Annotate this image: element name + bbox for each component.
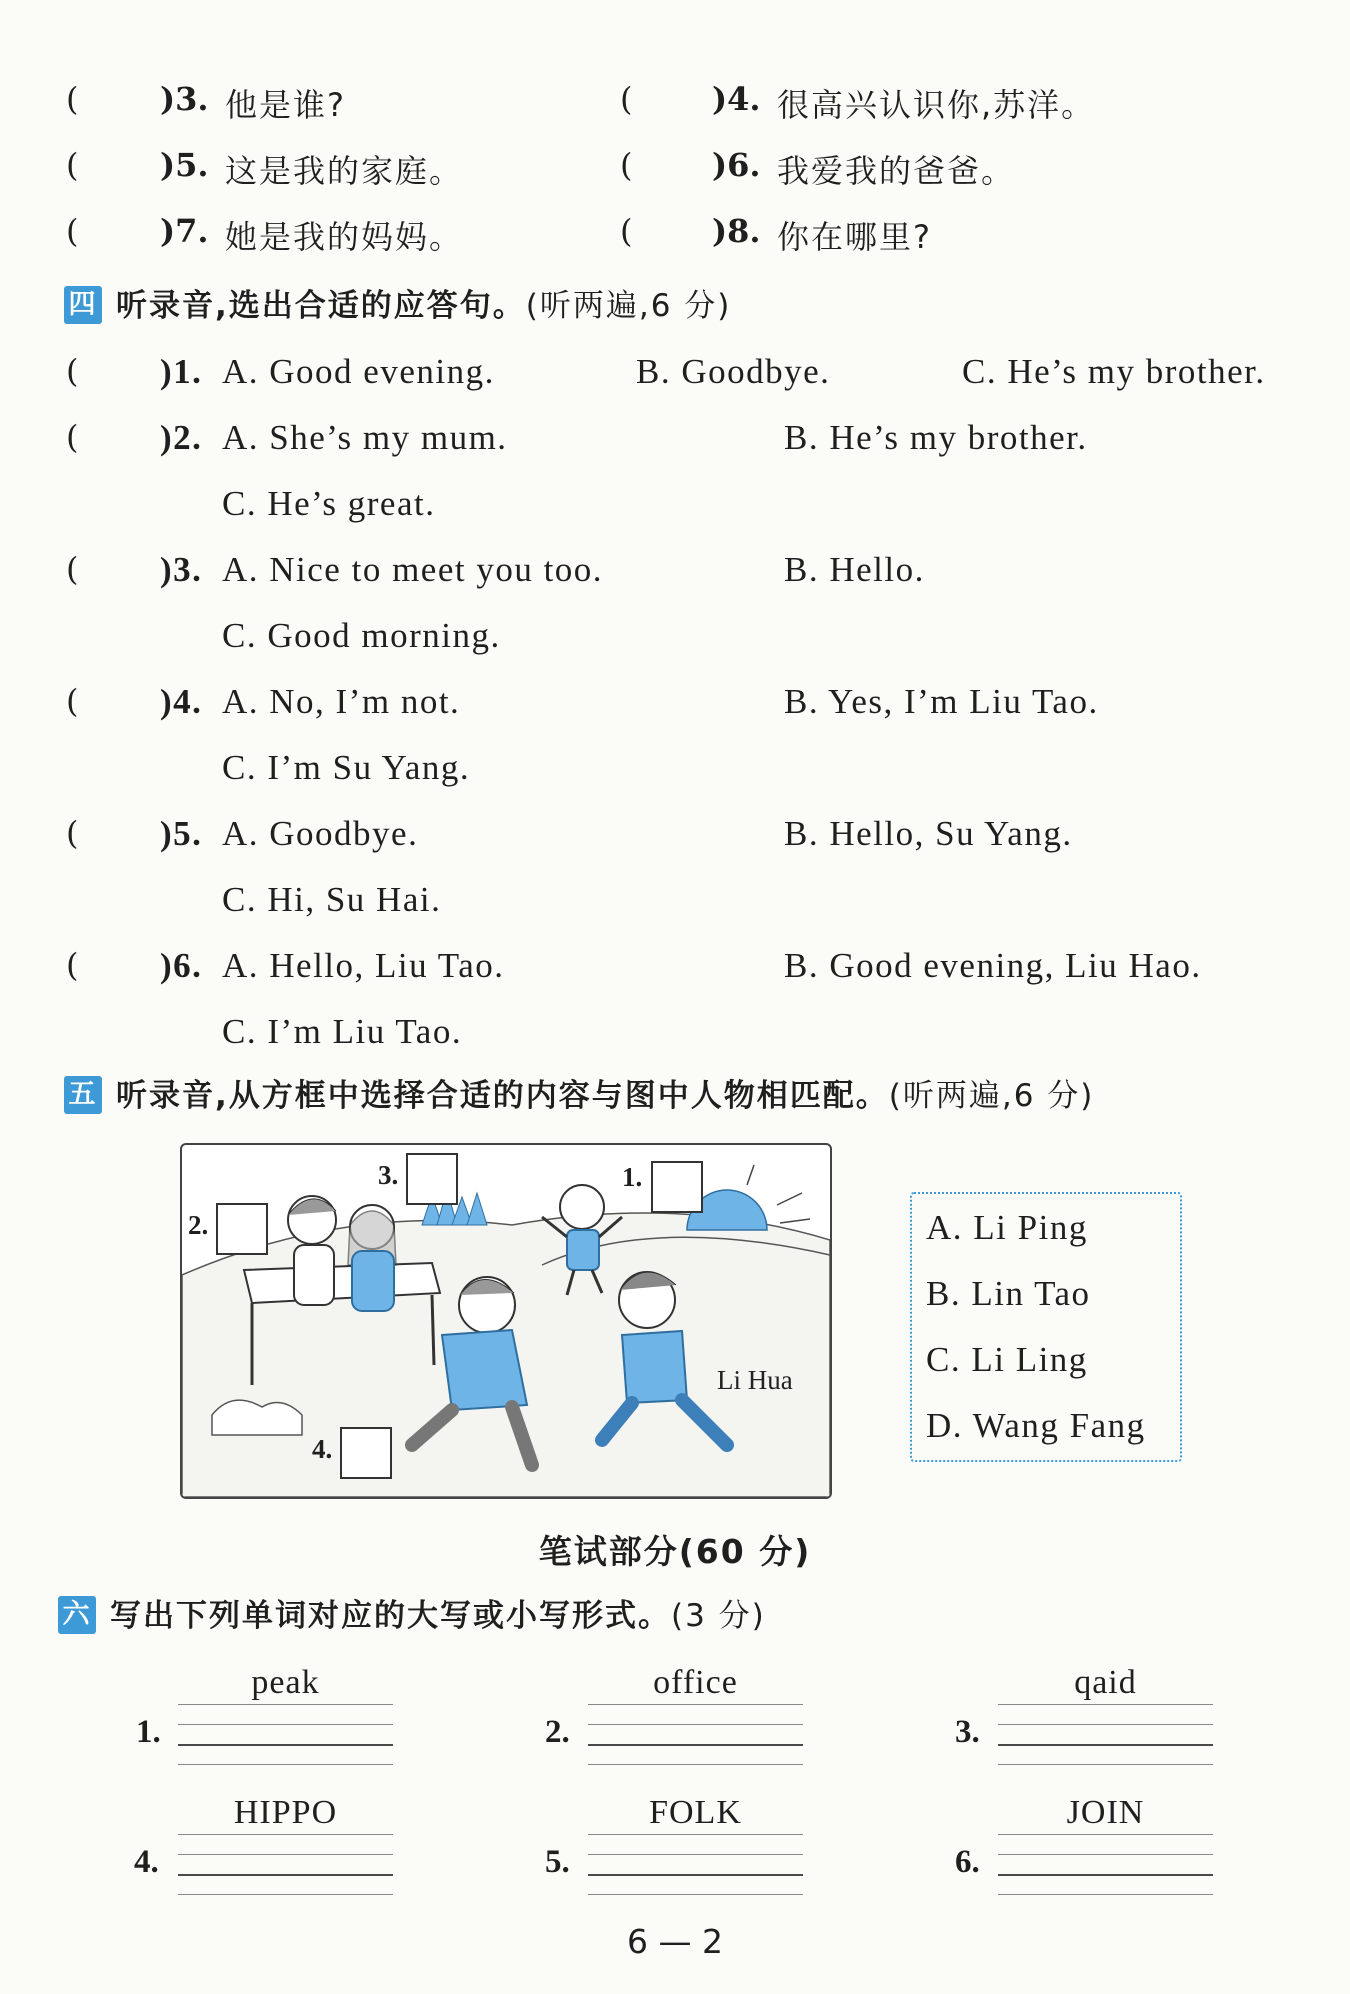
section-badge: 四 <box>64 286 102 324</box>
listening-item-continued <box>0 616 1350 676</box>
option-box <box>910 1192 1182 1462</box>
item-number: )6. <box>160 946 203 985</box>
item-number: )3. <box>160 550 203 589</box>
item-number: )3. <box>160 80 209 118</box>
cn-item-row <box>0 212 1350 272</box>
option-b[interactable]: B. Yes, I’m Liu Tao. <box>784 682 1099 721</box>
writing-line[interactable] <box>178 1854 393 1855</box>
answer-paren[interactable]: ( <box>66 550 79 588</box>
writing-block <box>0 1660 1350 1780</box>
word-line <box>178 1704 393 1705</box>
writing-line[interactable] <box>588 1744 803 1746</box>
item-number: )7. <box>160 212 209 250</box>
section-title-text: 听录音,选出合适的应答句。 <box>116 288 526 324</box>
answer-paren[interactable]: ( <box>66 80 79 118</box>
answer-paren[interactable]: ( <box>620 212 633 250</box>
answer-paren[interactable]: ( <box>66 946 79 984</box>
section-note: (听两遍,6 分) <box>525 288 732 324</box>
box-number: 3. <box>378 1160 399 1190</box>
park-illustration <box>182 1145 830 1497</box>
option-b[interactable]: B. Hello. <box>784 550 925 589</box>
writing-line[interactable] <box>588 1854 803 1855</box>
writing-line[interactable] <box>998 1744 1213 1746</box>
answer-box-4[interactable] <box>340 1427 392 1479</box>
section-title <box>110 1596 766 1636</box>
given-word: office <box>653 1664 738 1701</box>
item-number: 5. <box>545 1844 570 1880</box>
item-text: 这是我的家庭。 <box>225 152 464 190</box>
section-title <box>116 286 731 326</box>
item-text: 她是我的妈妈。 <box>225 218 464 256</box>
given-word: FOLK <box>649 1794 742 1831</box>
option-c[interactable]: C. I’m Su Yang. <box>222 748 471 787</box>
listening-item <box>0 946 1350 1006</box>
answer-paren[interactable]: ( <box>620 146 633 184</box>
written-part-title: 笔试部分(60 分) <box>538 1532 812 1571</box>
writing-line[interactable] <box>178 1724 393 1725</box>
writing-line[interactable] <box>178 1894 393 1895</box>
writing-line[interactable] <box>588 1874 803 1876</box>
item-number: )5. <box>160 814 203 853</box>
listening-item <box>0 682 1350 742</box>
item-number: 3. <box>955 1714 980 1750</box>
writing-line[interactable] <box>998 1764 1213 1765</box>
section-title-text: 听录音,从方框中选择合适的内容与图中人物相匹配。 <box>116 1078 889 1114</box>
section-note: (3 分) <box>671 1598 766 1634</box>
item-number: )4. <box>712 80 761 118</box>
listening-item <box>0 418 1350 478</box>
box-number: 1. <box>622 1162 643 1192</box>
option-c[interactable]: C. He’s my brother. <box>962 352 1266 391</box>
writing-line[interactable] <box>588 1724 803 1725</box>
writing-line[interactable] <box>998 1894 1213 1895</box>
option-b[interactable]: B. Goodbye. <box>636 352 831 391</box>
option-c[interactable]: C. Hi, Su Hai. <box>222 880 442 919</box>
option-b[interactable]: B. Hello, Su Yang. <box>784 814 1073 853</box>
writing-block <box>0 1790 1350 1910</box>
item-number: )6. <box>712 146 761 184</box>
answer-box-1[interactable] <box>651 1161 703 1213</box>
answer-paren[interactable]: ( <box>66 146 79 184</box>
given-word: HIPPO <box>233 1794 338 1831</box>
section-title-text: 写出下列单词对应的大写或小写形式。 <box>110 1598 671 1634</box>
given-word: peak <box>251 1664 320 1701</box>
page-number: 6 — 2 <box>627 1922 723 1961</box>
option-a[interactable]: A. Good evening. <box>222 352 495 391</box>
listening-item <box>0 352 1350 412</box>
cn-item-row <box>0 146 1350 206</box>
word-line <box>998 1704 1213 1705</box>
item-text: 很高兴认识你,苏洋。 <box>777 86 1096 124</box>
option-a[interactable]: A. Hello, Liu Tao. <box>222 946 505 985</box>
option-a[interactable]: A. No, I’m not. <box>222 682 461 721</box>
listening-item <box>0 814 1350 874</box>
option-b[interactable]: B. Good evening, Liu Hao. <box>784 946 1202 985</box>
section-note: (听两遍,6 分) <box>888 1078 1095 1114</box>
item-text: 他是谁? <box>225 86 346 124</box>
item-number: 6. <box>955 1844 980 1880</box>
writing-line[interactable] <box>178 1874 393 1876</box>
item-number: 1. <box>136 1714 161 1750</box>
writing-line[interactable] <box>588 1894 803 1895</box>
item-text: 我爱我的爸爸。 <box>777 152 1016 190</box>
word-line <box>998 1834 1213 1835</box>
writing-line[interactable] <box>588 1764 803 1765</box>
picture-label-li-hua: Li Hua <box>717 1365 793 1395</box>
writing-line[interactable] <box>178 1764 393 1765</box>
item-number: )4. <box>160 682 203 721</box>
section-badge: 六 <box>58 1596 96 1634</box>
section-title <box>116 1076 1094 1116</box>
item-number: )8. <box>712 212 761 250</box>
option-c[interactable]: C. He’s great. <box>222 484 436 523</box>
word-line <box>588 1704 803 1705</box>
writing-line[interactable] <box>178 1744 393 1746</box>
cn-item-row <box>0 80 1350 140</box>
item-number: )2. <box>160 418 203 457</box>
answer-paren[interactable]: ( <box>66 418 79 456</box>
word-line <box>178 1834 393 1835</box>
answer-box-3[interactable] <box>406 1153 458 1205</box>
listening-item-continued <box>0 1012 1350 1072</box>
item-number: )5. <box>160 146 209 184</box>
answer-paren[interactable]: ( <box>66 212 79 250</box>
option-item: B. Lin Tao <box>926 1274 1091 1313</box>
writing-line[interactable] <box>998 1724 1213 1725</box>
option-item: D. Wang Fang <box>926 1406 1146 1445</box>
option-b[interactable]: B. He’s my brother. <box>784 418 1088 457</box>
listening-item-continued <box>0 484 1350 544</box>
given-word: qaid <box>1074 1664 1137 1701</box>
answer-paren[interactable]: ( <box>66 682 79 720</box>
answer-paren[interactable]: ( <box>66 814 79 852</box>
option-a[interactable]: A. She’s my mum. <box>222 418 508 457</box>
writing-line[interactable] <box>998 1874 1213 1876</box>
box-number: 2. <box>188 1210 209 1240</box>
answer-paren[interactable]: ( <box>66 352 79 390</box>
option-item: C. Li Ling <box>926 1340 1088 1379</box>
box-number: 4. <box>312 1434 333 1464</box>
listening-item <box>0 550 1350 610</box>
option-c[interactable]: C. Good morning. <box>222 616 501 655</box>
word-line <box>588 1834 803 1835</box>
option-a[interactable]: A. Nice to meet you too. <box>222 550 604 589</box>
answer-box-2[interactable] <box>216 1203 268 1255</box>
option-c[interactable]: C. I’m Liu Tao. <box>222 1012 463 1051</box>
item-number: 2. <box>545 1714 570 1750</box>
item-number: )1. <box>160 352 203 391</box>
option-a[interactable]: A. Goodbye. <box>222 814 419 853</box>
option-item: A. Li Ping <box>926 1208 1088 1247</box>
listening-item-continued <box>0 880 1350 940</box>
item-number: 4. <box>134 1844 159 1880</box>
listening-item-continued <box>0 748 1350 808</box>
given-word: JOIN <box>1066 1794 1145 1831</box>
item-text: 你在哪里? <box>777 218 932 256</box>
section-badge: 五 <box>64 1076 102 1114</box>
answer-paren[interactable]: ( <box>620 80 633 118</box>
matching-picture <box>180 1143 832 1499</box>
writing-line[interactable] <box>998 1854 1213 1855</box>
